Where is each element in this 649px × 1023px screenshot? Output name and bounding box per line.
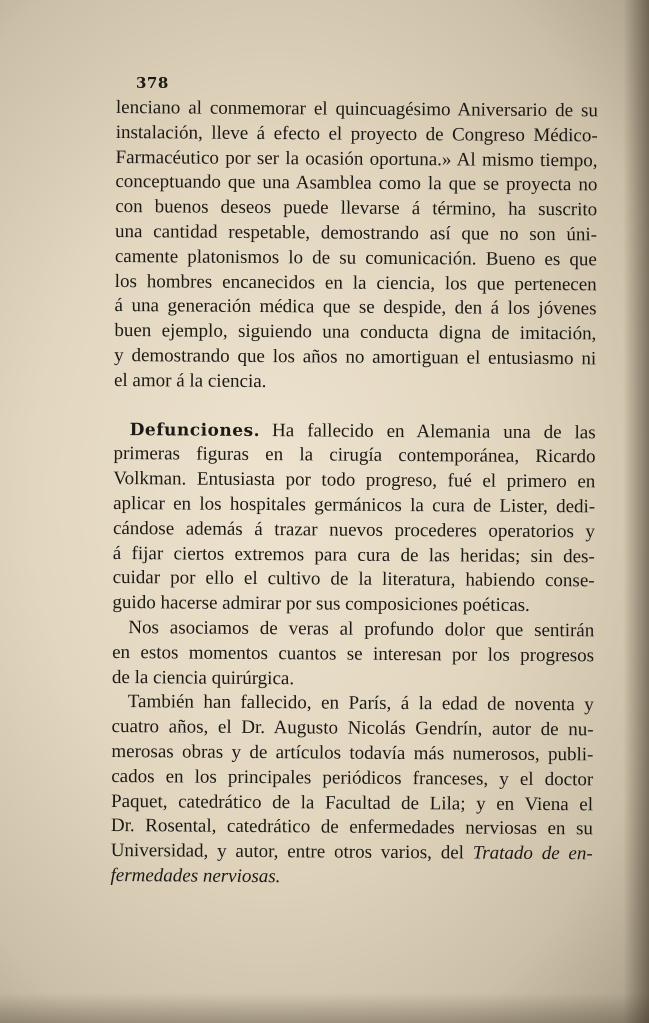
text-line: [114, 418, 596, 446]
text-line: aplicar en los hospitales germánicos la cura de Lister, dedi-: [113, 492, 596, 518]
text-line: y demostrando que los años no amortiguan el entusiasmo ni: [114, 344, 597, 370]
paragraph-congress: [114, 96, 598, 397]
text-line: cados en los principales periódicos franceses, y el doctor: [111, 765, 594, 791]
text-line: á fijar ciertos extremos para cura de las heridas; sin des-: [112, 542, 595, 567]
text-line: una cantidad respetable, demostrando así que no son úni-: [114, 220, 598, 246]
text-span: Universidad, y autor, entre otros varios, del: [110, 840, 465, 864]
paragraph-condolences: [112, 616, 595, 694]
text-line: Paquet, catedrático de la Facultad de Lila; y en Viena el: [111, 790, 594, 815]
text-line: camente platonismos lo de su comunicación. Bueno es que: [114, 245, 597, 271]
text-line: instalación, lleve á efecto el proyecto de Congreso Médico-: [115, 121, 598, 147]
text-line: [111, 839, 593, 867]
text-line: primeras figuras en la cirugía contemporánea, Ricardo: [113, 443, 596, 468]
text-line: Farmacéutico por ser la ocasión oportuna.» Al mismo tiempo,: [115, 146, 598, 171]
text-span: Ha fallecido en Alemania una de las: [272, 419, 596, 443]
text-line: á una generación médica que se despide, den á los jóvenes: [114, 295, 597, 320]
text-line: También han fallecido, en París, á la edad de noventa y: [127, 691, 594, 716]
text-line: el amor á la ciencia.: [113, 369, 267, 392]
text-line: buen ejemplo, siguiendo una conducta digna de imitación,: [114, 320, 597, 345]
text-line: de la ciencia quirúrgica.: [111, 666, 295, 689]
text-line: Volkman. Entusiasta por todo progreso, fué el primero en: [113, 468, 596, 493]
text-line: conceptuando que una Asamblea como la que se proyecta no: [115, 171, 598, 196]
text-line: Nos asociamos de veras al profundo dolor que sentirán: [128, 617, 595, 642]
text-line: en estos momentos cuantos se interesan por los progresos: [112, 641, 595, 667]
section-heading: Defunciones.: [129, 419, 261, 441]
book-title-italic: Tratado de en-: [472, 842, 593, 865]
text-line: merosas obras y de artículos todavía más numerosos, publi-: [111, 740, 594, 766]
text-line: Dr. Rosental, catedrático de enfermedades nerviosas en su: [110, 815, 593, 840]
text-line: los hombres encanecidos en la ciencia, los que pertenecen: [114, 270, 597, 295]
text-line: cuidar por ello el cultivo de la literatura, habiendo conse-: [112, 567, 595, 592]
page-text: [110, 96, 598, 892]
paragraph-defunciones: [112, 418, 595, 620]
text-line: lenciano al conmemorar el quincuagésimo Aniversario de su: [115, 96, 598, 122]
paragraph-spacer: [114, 394, 596, 421]
text-line: guido hacerse admirar por sus composiciones poéticas.: [112, 592, 530, 617]
text-line: cuatro años, el Dr. Augusto Nicolás Gendrín, autor de nu-: [111, 716, 594, 741]
paragraph-other-deaths: [110, 690, 593, 892]
text-line: cándose además á trazar nuevos procederes operatorios y: [112, 517, 596, 543]
text-line: con buenos deseos puede llevarse á término, ha suscrito: [115, 196, 598, 221]
page-number: 378: [136, 74, 169, 92]
book-title-italic: fermedades nerviosas.: [110, 864, 281, 888]
